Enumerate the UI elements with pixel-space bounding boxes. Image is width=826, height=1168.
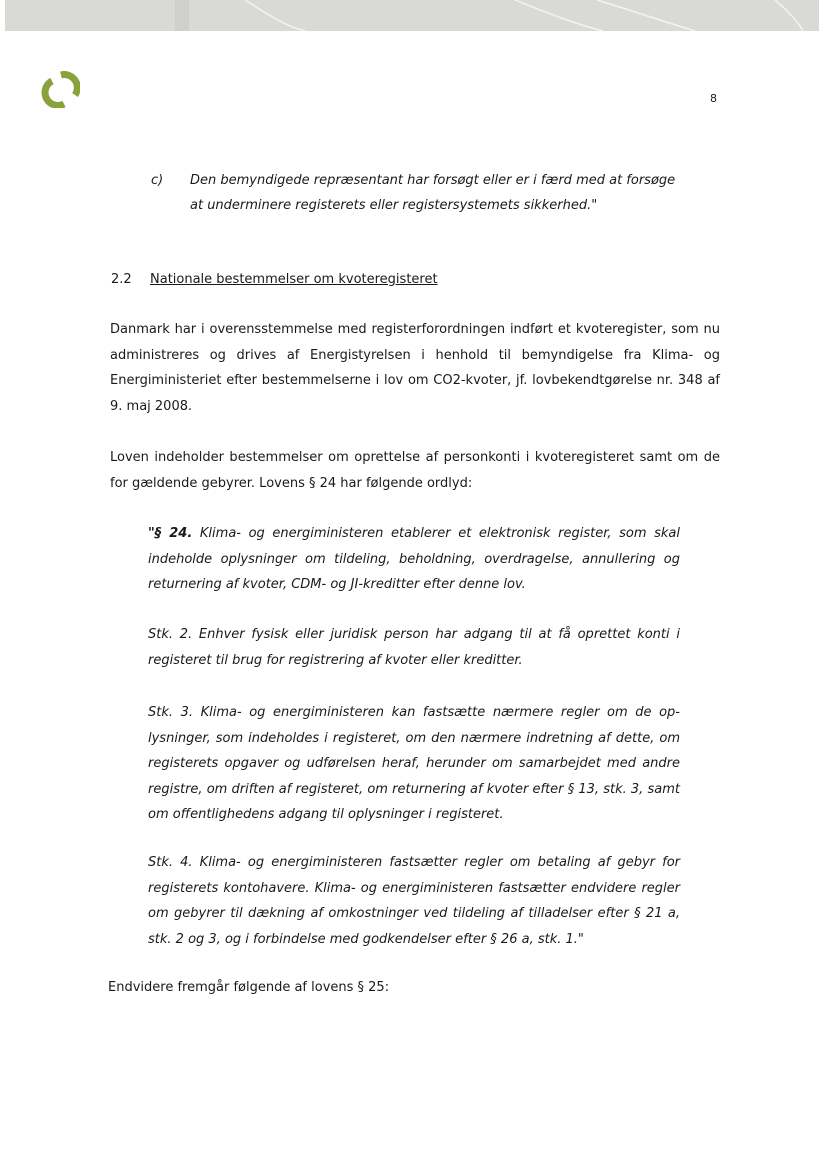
- quote-paragraph-s24: [148, 521, 680, 598]
- quote-paragraph-stk4: Stk. 4. Klima- og energiministeren fastsætter regler om betaling af gebyr for registerets kontohavere. Klima- og energiministeren fastsætter endvidere regler om gebyrer til dækning af omkostninger ved tildeling af tilladelser efter § 21 a, stk. 2 og 3, og i forbindelse med godkendelser efter § 26 a, stk. 1.": [148, 855, 680, 947]
- brand-logo: [40, 71, 80, 108]
- body-paragraph: Danmark har i overensstemmelse med registerforordningen indført et kvoteregister, som nu administreres og drives af Energistyrelsen i henhold til bemyndigelse fra Klima- og Energiministeriet efter bestemmelserne i lov om CO2-kvoter, jf. lovbekendtgørelse nr. 348 af 9. maj 2008.: [110, 322, 720, 414]
- section-heading: [111, 269, 438, 291]
- list-item-c: [151, 168, 691, 218]
- quote-paragraph-stk2: Stk. 2. Enhver fysisk eller juridisk person har adgang til at få oprettet konti i registeret til brug for registrering af kvoter eller kreditter.: [148, 627, 680, 668]
- section-number: 2.2: [111, 272, 132, 287]
- closing-text: Endvidere fremgår følgende af lovens § 25:: [108, 980, 390, 995]
- quote-paragraph-stk3: Stk. 3. Klima- og energiministeren kan fastsætte nærmere regler om de oplysninger, som indeholdes i registeret, om den nærmere indretning af dette, om registerets opgaver og udførelsen heraf, herunder om samarbejdet med andre registre, om driften af registeret, om returnering af kvoter efter § 13, stk. 3, samt om offentlighedens adgang til oplysninger i registeret.: [148, 705, 680, 822]
- quote-text: Klima- og energiministeren etablerer et elektronisk register, som skal indeholde oplysninger om tildeling, beholdning, overdragelse, annullering og returnering af kvoter, CDM- og JI-kreditter efter denne lov.: [148, 526, 681, 592]
- header-band-pattern: [5, 0, 819, 31]
- list-item-text: Den bemyndigede repræsentant har forsøgt eller er i færd med at forsøge at underminere registerets eller registersystemets sikkerhed.": [190, 173, 676, 213]
- brand-logo-icon: [40, 71, 80, 108]
- page-number: 8: [710, 92, 717, 105]
- body-paragraph: Loven indeholder bestemmelser om oprettelse af personkonti i kvoteregisteret samt om de for gældende gebyrer. Lovens § 24 har følgende ordlyd:: [110, 450, 720, 491]
- header-band: [5, 0, 819, 31]
- quote-section-mark: "§ 24.: [148, 526, 193, 541]
- section-title: Nationale bestemmelser om kvoteregisteret: [150, 272, 438, 287]
- list-item-label: c): [151, 173, 164, 188]
